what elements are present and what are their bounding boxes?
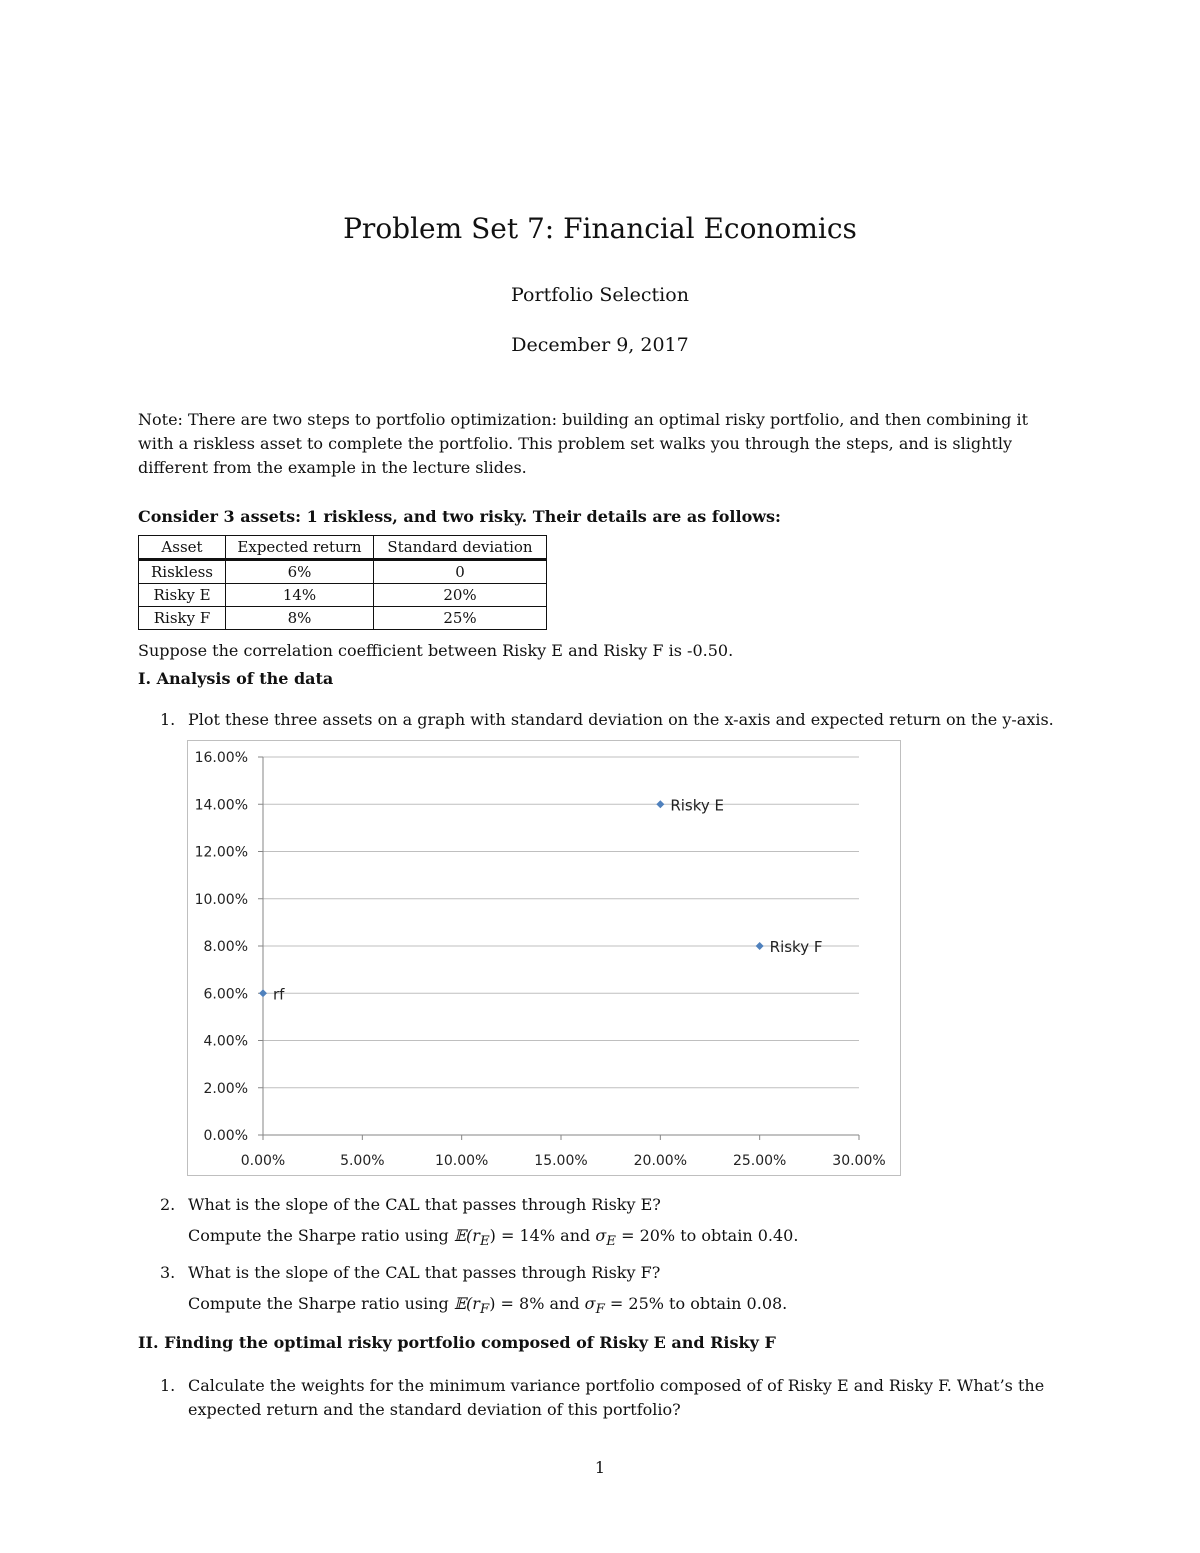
answer-text: and xyxy=(555,1226,596,1245)
assets-intro: Consider 3 assets: 1 riskless, and two risky. Their details are as follows: xyxy=(138,507,781,526)
assets-table xyxy=(138,535,547,630)
answer-text: to obtain 0.40. xyxy=(675,1226,799,1245)
y-tick-label: 2.00% xyxy=(203,1080,248,1097)
answer-text: Compute the Sharpe ratio using xyxy=(188,1294,454,1313)
x-tick-label: 25.00% xyxy=(732,1153,787,1169)
x-tick-label: 0.00% xyxy=(240,1153,286,1169)
data-label: Risky E xyxy=(670,796,725,815)
question-number: 2. xyxy=(160,1195,176,1214)
document-title: Problem Set 7: Financial Economics xyxy=(343,212,857,245)
note-paragraph: Note: There are two steps to portfolio optimization: building an optimal risky portfolio, and then combining it with a riskless asset to complete the portfolio. This problem set walks you through the steps, and is slightly different from the example in the lecture slides. xyxy=(138,410,1029,477)
y-tick-label: 6.00% xyxy=(203,986,248,1003)
chart-border xyxy=(188,741,901,1176)
math-value: ) = 8% xyxy=(489,1294,545,1313)
math-value: ) = 14% xyxy=(489,1226,556,1245)
y-tick-labels xyxy=(195,750,248,1144)
math-subscript: F xyxy=(595,1302,605,1318)
math-expected-return: 𝔼(r xyxy=(453,1294,480,1313)
table-cell: 25% xyxy=(374,607,547,630)
math-subscript: E xyxy=(479,1234,490,1250)
question-number: 3. xyxy=(160,1263,176,1282)
table-cell: 8% xyxy=(226,607,374,630)
y-tick-label: 10.00% xyxy=(194,891,248,908)
question-text: Calculate the weights for the minimum variance portfolio composed of of Risky E and Risky F. What’s the expected return and the standard deviation of this portfolio? xyxy=(188,1376,1045,1419)
question-number: 1. xyxy=(160,1376,176,1395)
x-tick-label: 20.00% xyxy=(633,1153,688,1169)
y-tick-label: 12.00% xyxy=(194,844,248,861)
table-cell: 20% xyxy=(374,584,547,607)
table-cell: 0 xyxy=(374,560,547,584)
table-cell: 14% xyxy=(226,584,374,607)
x-tick-label: 15.00% xyxy=(534,1153,588,1169)
y-tick-label: 4.00% xyxy=(203,1033,248,1050)
answer-1-3 xyxy=(188,1294,787,1317)
section-2-heading: II. Finding the optimal risky portfolio composed of Risky E and Risky F xyxy=(138,1333,776,1352)
table-cell: Risky F xyxy=(139,607,226,630)
table-row xyxy=(139,560,547,584)
answer-text: and xyxy=(544,1294,585,1313)
table-cell: Risky E xyxy=(139,584,226,607)
answer-text: Compute the Sharpe ratio using xyxy=(188,1226,454,1245)
y-tick-label: 8.00% xyxy=(203,939,248,955)
answer-text: to obtain 0.08. xyxy=(663,1294,788,1313)
table-header-cell: Standard deviation xyxy=(374,536,547,560)
table-cell: 6% xyxy=(226,560,374,584)
question-text: Plot these three assets on a graph with standard deviation on the x-axis and expected return on the y-axis. xyxy=(188,710,1054,729)
question-1-3 xyxy=(160,1263,660,1282)
question-2-1 xyxy=(160,1374,1070,1422)
x-tick-label: 5.00% xyxy=(340,1153,385,1169)
table-header-row xyxy=(139,536,547,560)
section-1-heading: I. Analysis of the data xyxy=(138,669,334,688)
math-sigma: σ xyxy=(595,1226,607,1245)
table-header-cell: Expected return xyxy=(226,536,374,560)
x-tick-label: 30.00% xyxy=(832,1153,886,1169)
question-text: What is the slope of the CAL that passes through Risky F? xyxy=(188,1263,661,1282)
table-cell: Riskless xyxy=(139,560,226,584)
table-row xyxy=(139,584,547,607)
question-1-1 xyxy=(160,710,1054,729)
data-label: Risky F xyxy=(769,938,823,956)
document-subtitle: Portfolio Selection xyxy=(511,284,689,306)
answer-1-2 xyxy=(188,1226,798,1249)
table-row xyxy=(139,607,547,630)
table-header-cell: Asset xyxy=(139,536,226,560)
question-1-2 xyxy=(160,1195,661,1214)
x-tick-label: 10.00% xyxy=(434,1153,489,1169)
math-value: = 25% xyxy=(604,1294,664,1313)
question-number: 1. xyxy=(160,710,176,729)
correlation-statement: Suppose the correlation coefficient between Risky E and Risky F is -0.50. xyxy=(138,641,734,660)
page-number: 1 xyxy=(594,1458,606,1477)
data-label: rf xyxy=(273,985,285,1004)
math-expected-return: 𝔼(r xyxy=(453,1226,480,1245)
math-value: = 20% xyxy=(615,1226,676,1245)
question-text: What is the slope of the CAL that passes through Risky E? xyxy=(188,1195,661,1214)
math-subscript: F xyxy=(479,1302,490,1318)
y-tick-label: 16.00% xyxy=(194,750,248,766)
document-date: December 9, 2017 xyxy=(511,334,689,356)
scatter-chart xyxy=(187,740,901,1176)
math-sigma: σ xyxy=(584,1294,596,1313)
math-subscript: E xyxy=(606,1234,616,1250)
y-tick-label: 14.00% xyxy=(194,797,248,814)
y-tick-label: 0.00% xyxy=(203,1128,248,1144)
